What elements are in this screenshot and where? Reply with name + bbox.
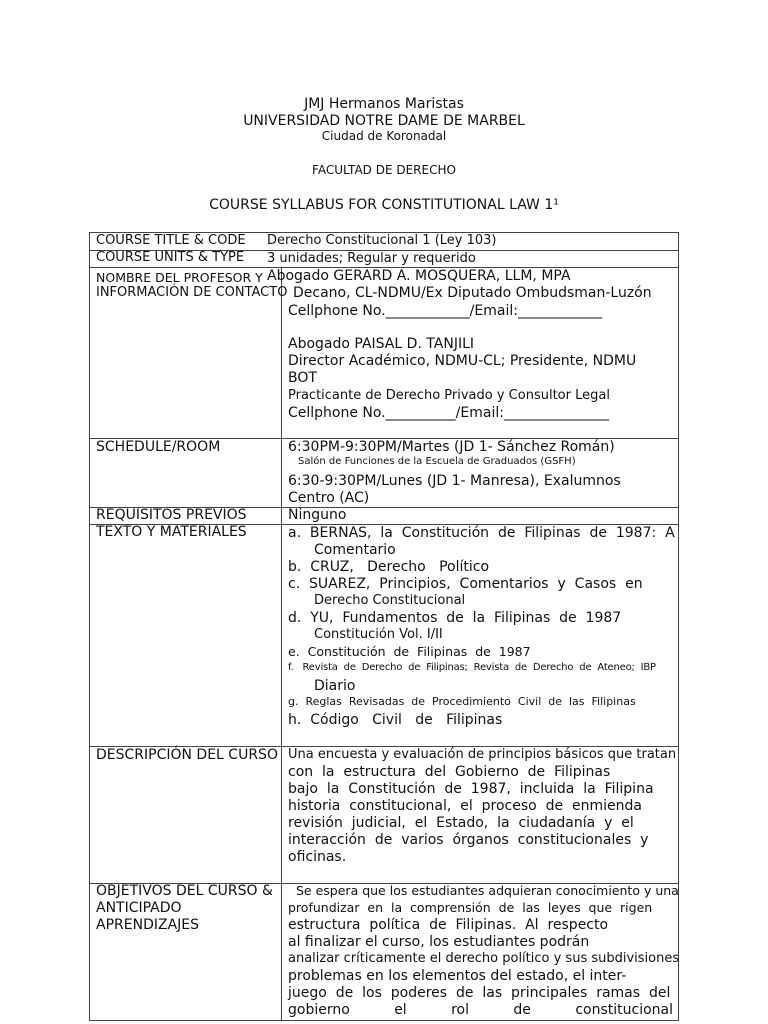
- objective-line: juego de los poderes de las principales ramas del: [288, 985, 671, 1001]
- description-line: interacción de varios órganos constitucionales y: [288, 832, 649, 848]
- objective-line: al finalizar el curso, los estudiantes podrán: [288, 934, 590, 950]
- row-label-texts: TEXTO Y MATERIALES: [96, 524, 247, 540]
- header-order: JMJ Hermanos Maristas: [304, 96, 464, 112]
- description-line: con la estructura del Gobierno de Filipinas: [288, 764, 611, 780]
- description-line: oficinas.: [288, 849, 347, 865]
- objective-line: analizar críticamente el derecho político y sus subdivisiones: [288, 951, 680, 966]
- row-label-professor-2: INFORMACIÓN DE CONTACTO: [96, 285, 288, 300]
- header-city: Ciudad de Koronadal: [321, 129, 447, 143]
- description-line: historia constitucional, el proceso de enmienda: [288, 798, 642, 814]
- row-value-course-units: 3 unidades; Regular y requerido: [267, 251, 476, 266]
- row-value-prerequisites: Ninguno: [288, 507, 347, 523]
- row-label-course-title: COURSE TITLE & CODE: [96, 233, 246, 248]
- professor-line: Cellphone No.____________/Email:____________: [288, 303, 602, 319]
- objective-line: problemas en los elementos del estado, el inter-: [288, 968, 627, 984]
- document-title: COURSE SYLLABUS FOR CONSTITUTIONAL LAW 1¹: [209, 197, 559, 213]
- professor-line: Cellphone No.__________/Email:_______________: [288, 405, 609, 421]
- schedule-line: Centro (AC): [288, 490, 370, 506]
- row-label-objectives-3: APRENDIZAJES: [96, 917, 200, 933]
- description-line: Una encuesta y evaluación de principios básicos que tratan: [288, 747, 677, 762]
- schedule-line: 6:30-9:30PM/Lunes (JD 1- Manresa), Exalumnos: [288, 473, 621, 489]
- schedule-line: 6:30PM-9:30PM/Martes (JD 1- Sánchez Román): [288, 439, 615, 455]
- description-line: bajo la Constitución de 1987, incluida la Filipina: [288, 781, 654, 797]
- description-line: revisión judicial, el Estado, la ciudadanía y el: [288, 815, 634, 831]
- material-line: h. Código Civil de Filipinas: [288, 712, 503, 728]
- table-border-right: [678, 232, 679, 1021]
- row-label-objectives-2: ANTICIPADO: [96, 900, 182, 916]
- professor-line: Decano, CL-NDMU/Ex Diputado Ombudsman-Luzón: [293, 285, 652, 301]
- column-divider: [281, 267, 282, 1021]
- material-line: g. Reglas Revisadas de Procedimiento Civil de las Filipinas: [288, 695, 636, 708]
- syllabus-table: [89, 232, 679, 1022]
- material-line: b. CRUZ, Derecho Político: [288, 559, 490, 575]
- material-line: Comentario: [314, 542, 396, 558]
- table-border-bottom: [89, 1020, 679, 1021]
- material-line: c. SUAREZ, Principios, Comentarios y Casos en: [288, 576, 643, 592]
- objective-line: gobierno el rol de constitucional: [288, 1002, 673, 1018]
- table-border-left: [89, 232, 90, 1021]
- row-value-course-title: Derecho Constitucional 1 (Ley 103): [267, 233, 497, 248]
- objective-line: estructura política de Filipinas. Al respecto: [288, 917, 609, 933]
- row-label-prerequisites: REQUISITOS PREVIOS: [96, 507, 247, 523]
- row-label-description: DESCRIPCIÓN DEL CURSO: [96, 747, 278, 763]
- objective-line: profundizar en la comprensión de las leyes que rigen: [288, 900, 653, 915]
- row-label-objectives-1: OBJETIVOS DEL CURSO &: [96, 883, 273, 899]
- material-line: Constitución Vol. I/II: [314, 627, 443, 642]
- professor-line: Abogado PAISAL D. TANJILI: [288, 336, 475, 352]
- row-label-course-units: COURSE UNITS & TYPE: [96, 250, 245, 265]
- objective-line: Se espera que los estudiantes adquieran conocimiento y una: [296, 883, 679, 898]
- row-label-schedule: SCHEDULE/ROOM: [96, 439, 221, 455]
- header-university: UNIVERSIDAD NOTRE DAME DE MARBEL: [243, 113, 525, 129]
- material-line: d. YU, Fundamentos de la Filipinas de 1987: [288, 610, 622, 626]
- row-label-professor-1: NOMBRE DEL PROFESOR Y: [96, 270, 263, 285]
- material-line: Derecho Constitucional: [314, 593, 466, 608]
- schedule-line: Salón de Funciones de la Escuela de Graduados (GSFH): [298, 456, 576, 467]
- material-line: a. BERNAS, la Constitución de Filipinas de 1987: A: [288, 525, 675, 541]
- professor-line: Abogado GERARD A. MOSQUERA, LLM, MPA: [267, 268, 571, 284]
- professor-line: BOT: [288, 370, 317, 386]
- material-line: f. Revista de Derecho de Filipinas; Revista de Derecho de Ateneo; IBP: [288, 662, 656, 673]
- material-line: Diario: [314, 678, 356, 694]
- professor-line: Practicante de Derecho Privado y Consultor Legal: [288, 388, 610, 403]
- header-faculty: FACULTAD DE DERECHO: [312, 163, 456, 177]
- professor-line: Director Académico, NDMU-CL; Presidente, NDMU: [288, 353, 637, 369]
- material-line: e. Constitución de Filipinas de 1987: [288, 644, 531, 659]
